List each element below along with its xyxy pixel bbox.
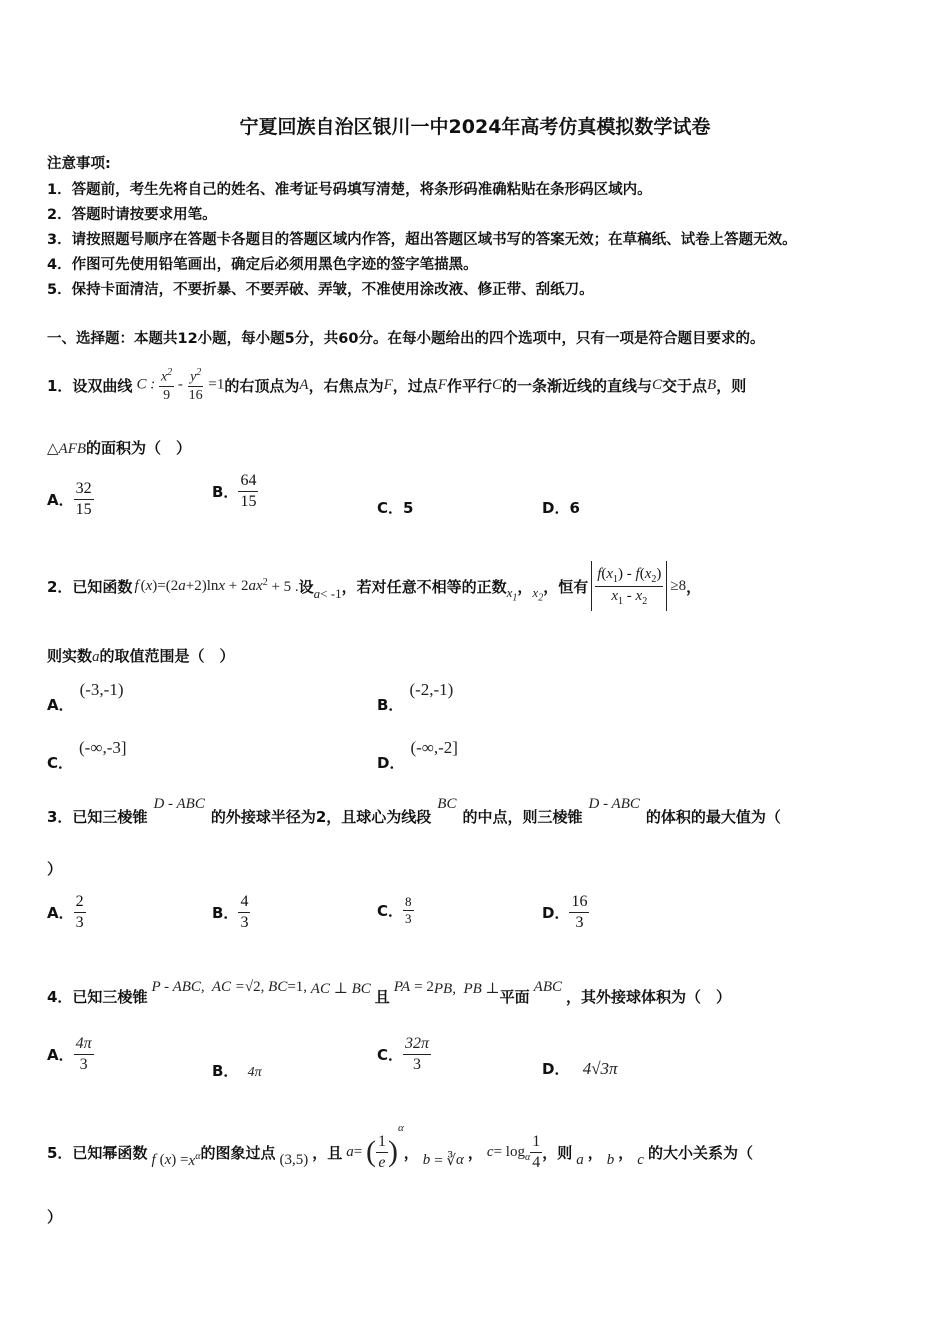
q3-line2: ） bbox=[47, 860, 63, 878]
note-item-3: 3．请按照题号顺序在答题卡各题目的答题区域内作答，超出答题区域书写的答案无效；在草稿纸、试卷上答题无效。 bbox=[47, 232, 797, 248]
q5-line2: ） bbox=[47, 1208, 63, 1226]
note-item-1: 1．答题前，考生先将自己的姓名、准考证号码填写清楚，将条形码准确粘贴在条形码区域内。 bbox=[47, 182, 652, 198]
question-4: 4．已知三棱锥 P - ABC, AC = √2, BC =1, AC ⊥ BC 且 PA = 2 PB, PB ⊥ 平面 ABC ，其外接球体积为（ ） bbox=[47, 979, 732, 1006]
q2-option-d[interactable]: D． (-∞,-2] bbox=[377, 738, 458, 772]
q1-hyperbola-formula: C : $\frac{x^2}{9}$ - $\frac{y^2}{16}$ =1 bbox=[136, 366, 225, 403]
q2-option-c[interactable]: C． (-∞,-3] bbox=[47, 738, 127, 772]
q2-inequality-fraction: $\frac{f(x_1) - f(x_2)}{x_1 - x_2}$ bbox=[597, 565, 662, 607]
question-3: 3．已知三棱锥 D - ABC 的外接球半径为2，且球心为线段 BC 的中点，则三棱锥 D - ABC 的体积的最大值为（ bbox=[47, 796, 781, 826]
q1-line2: △AFB的面积为（ ） bbox=[47, 439, 192, 457]
section-heading: 一、选择题：本题共12小题，每小题5分，共60分。在每小题给出的四个选项中，只有一项是符合题目要求的。 bbox=[47, 331, 765, 347]
q1-lead: 1．设双曲线 bbox=[47, 376, 133, 395]
q3-option-b[interactable]: B． $\frac{4}{3}$ bbox=[212, 893, 249, 931]
q3-option-d[interactable]: D． $\frac{16}{3}$ bbox=[542, 893, 588, 931]
q1-option-b[interactable]: B． $\frac{64}{15}$ bbox=[212, 472, 257, 510]
q4-option-a[interactable]: A． $\frac{4\pi}{3}$ bbox=[47, 1035, 92, 1073]
note-item-2: 2．答题时请按要求用笔。 bbox=[47, 207, 217, 223]
q2-line2: 则实数a的取值范围是（ ） bbox=[47, 647, 235, 665]
question-2: 2．已知函数 f ( x )=(2 a +2)ln x + 2 ax $^2$ + 5 . 设 a < -1 ，若对任意不相等的正数 $x_1$ ， $x_2$ ，恒有 $\frac{f(x_1) - f(x_2)}{x_1 - x_2}$ ≥8 ， bbox=[47, 556, 701, 616]
q2-function-formula: f bbox=[134, 577, 139, 594]
q2-option-b[interactable]: B． (-2,-1) bbox=[377, 680, 454, 714]
page-title: 宁夏回族自治区银川一中2024年高考仿真模拟数学试卷 bbox=[239, 116, 711, 138]
q4-option-b[interactable]: B． 4π bbox=[212, 1062, 262, 1080]
notes-heading: 注意事项: bbox=[47, 156, 111, 172]
q1-option-c[interactable]: C．5 bbox=[377, 499, 414, 517]
q3-option-a[interactable]: A． $\frac{2}{3}$ bbox=[47, 893, 84, 931]
q4-option-c[interactable]: C． $\frac{32\pi}{3}$ bbox=[377, 1035, 430, 1073]
question-5: 5．已知幂函数 f ( x ) = $x^\alpha$ 的图象过点 (3,5) ，且 a = ( $\frac{1}{e}$ ) α ， b = ∛ α ， c = log α $\frac{1}{4}$ ，则 a ， b ， c 的大小关系为（ bbox=[47, 1122, 753, 1171]
question-1: 1．设双曲线 C : $\frac{x^2}{9}$ - $\frac{y^2}{16}$ =1 的右顶点为 A ，右焦点为 F ，过点 F 作平行 C 的一条渐近线的直线与 C 交于点 B ，则 bbox=[47, 366, 747, 403]
q1-option-a[interactable]: A． $\frac{32}{15}$ bbox=[47, 480, 92, 518]
note-item-5: 5．保持卡面清洁，不要折暴、不要弄破、弄皱，不准使用涂改液、修正带、刮纸刀。 bbox=[47, 282, 594, 298]
q1-option-d[interactable]: D．6 bbox=[542, 499, 580, 517]
note-item-4: 4．作图可先使用铅笔画出，确定后必须用黑色字迹的签字笔描黑。 bbox=[47, 257, 478, 273]
q3-option-c[interactable]: C． $\frac{8}{3}$ bbox=[377, 894, 412, 927]
q4-option-d[interactable]: D． 4√3π bbox=[542, 1059, 618, 1078]
q2-option-a[interactable]: A． (-3,-1) bbox=[47, 680, 124, 714]
